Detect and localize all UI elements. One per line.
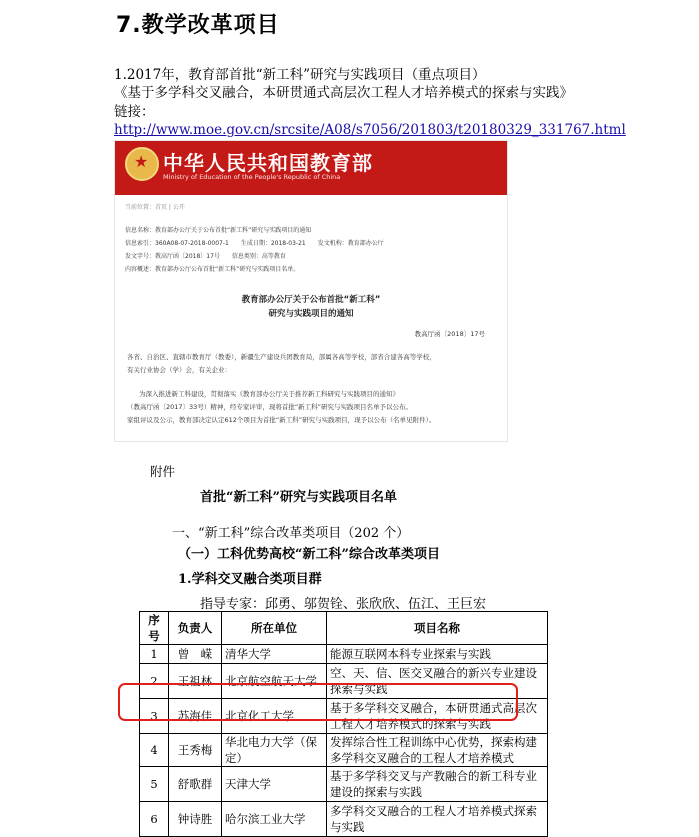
project-title-line: 《基于多学科交叉融合，本研贯通式高层次工程人才培养模式的探索与实践》 [114, 85, 573, 101]
cell-leader: 王祖林 [169, 664, 222, 699]
doc-number: 教高厅函〔2018〕17号 [414, 330, 485, 338]
col-header: 项目名称 [327, 612, 548, 645]
cell-leader: 曾 嵘 [169, 645, 222, 664]
doc-body-line: 为深入推进新工科建设，贯彻落实《教育部办公厅关于推荐新工科研究与实践项目的通知》 [139, 390, 399, 398]
meta-line: 内容概述：教育部办公厅公布首批“新工科”研究与实践项目名单。 [125, 266, 300, 273]
project-table [139, 611, 548, 837]
doc-title: 教育部办公厅关于公布首批“新工科” [241, 295, 381, 305]
cell-unit: 华北电力大学（保定） [222, 734, 327, 767]
link-label: 链接： [114, 104, 155, 120]
cell-project: 基于多学科交叉融合，本研贯通式高层次工程人才培养模式的探索与实践 [327, 699, 548, 734]
doc-body-line: （教高厅函〔2017〕33号）精神，经专家评审，现将首批“新工科”研究与实践项目名单予以公布。 [127, 403, 413, 411]
project-line: 1.2017年，教育部首批“新工科”研究与实践项目（重点项目） [114, 67, 486, 83]
cell-leader: 舒歌群 [169, 767, 222, 802]
cell-no: 5 [140, 767, 169, 802]
doc-title: 研究与实践项目的通知 [268, 309, 354, 319]
list-title: 首批“新工科”研究与实践项目名单 [200, 490, 397, 505]
cell-no: 6 [140, 802, 169, 837]
site-subtitle: Ministry of Education of the People's Republic of China [163, 173, 341, 181]
doc-body-line: 各省、自治区、直辖市教育厅（教委），新疆生产建设兵团教育局，部属各高等学校，部省合建各高等学校， [127, 353, 436, 361]
cell-unit: 哈尔滨工业大学 [222, 802, 327, 837]
moe-link[interactable]: http://www.moe.gov.cn/srcsite/A08/s7056/201803/t20180329_331767.html [114, 122, 626, 138]
subsection-title: （一）工科优势高校“新工科”综合改革类项目 [178, 547, 440, 562]
breadcrumb: 当前位置：首页 | 公开 [125, 204, 185, 211]
highlight-box [118, 683, 518, 721]
cell-unit: 北京化工大学 [222, 699, 327, 734]
cell-project: 基于多学科交叉与产教融合的新工科专业建设的探索与实践 [327, 767, 548, 802]
experts-line: 指导专家：邱勇、邬贺铨、张欣欣、伍江、王巨宏 [200, 597, 487, 612]
cell-no: 4 [140, 734, 169, 767]
cell-project: 能源互联网本科专业探索与实践 [327, 645, 548, 664]
doc-body-line: 有关行业协会（学）会，有关企业： [127, 366, 231, 374]
moe-webpage-screenshot [114, 140, 508, 442]
cell-unit: 天津大学 [222, 767, 327, 802]
table-row [140, 802, 548, 837]
cell-project: 发挥综合性工程训练中心优势，探索构建多学科交叉融合的工程人才培养模式 [327, 734, 548, 767]
cell-no: 3 [140, 699, 169, 734]
section-title: 一、“新工科”综合改革类项目（202 个） [172, 526, 410, 541]
meta-line: 信息名称：教育部办公厅关于公布首批“新工科”研究与实践项目的通知 [125, 227, 312, 234]
table-row [140, 734, 548, 767]
cell-project: 空、天、信、医交叉融合的新兴专业建设探索与实践 [327, 664, 548, 699]
cell-leader: 苏海佳 [169, 699, 222, 734]
table-header-row [140, 612, 548, 645]
cell-unit: 清华大学 [222, 645, 327, 664]
table-row [140, 767, 548, 802]
doc-body-line: 家组评议及公示，教育部决定认定612个项目为首批“新工科”研究与实践项目，现予以公布（名单见附件）。 [127, 416, 436, 424]
cell-no: 2 [140, 664, 169, 699]
meta-line: 发文字号：教高厅函〔2018〕17号 信息类别：高等教育 [125, 253, 286, 260]
section-heading: 7.教学改革项目 [116, 13, 280, 38]
col-header: 所在单位 [222, 612, 327, 645]
col-header: 负责人 [169, 612, 222, 645]
attachment-label: 附件 [150, 464, 176, 479]
cell-no: 1 [140, 645, 169, 664]
national-emblem-icon [125, 147, 159, 181]
cell-unit: 北京航空航天大学 [222, 664, 327, 699]
meta-line: 信息索引：360A08-07-2018-0007-1 生成日期：2018-03-21 发文机构：教育部办公厅 [125, 240, 384, 247]
site-title: 中华人民共和国教育部 [163, 151, 373, 175]
table-row [140, 645, 548, 664]
cell-leader: 王秀梅 [169, 734, 222, 767]
col-header: 序号 [140, 612, 169, 645]
moe-banner [115, 141, 507, 195]
cell-leader: 钟诗胜 [169, 802, 222, 837]
group-title: 1.学科交叉融合类项目群 [178, 572, 322, 587]
cell-project: 多学科交叉融合的工程人才培养模式探索与实践 [327, 802, 548, 837]
